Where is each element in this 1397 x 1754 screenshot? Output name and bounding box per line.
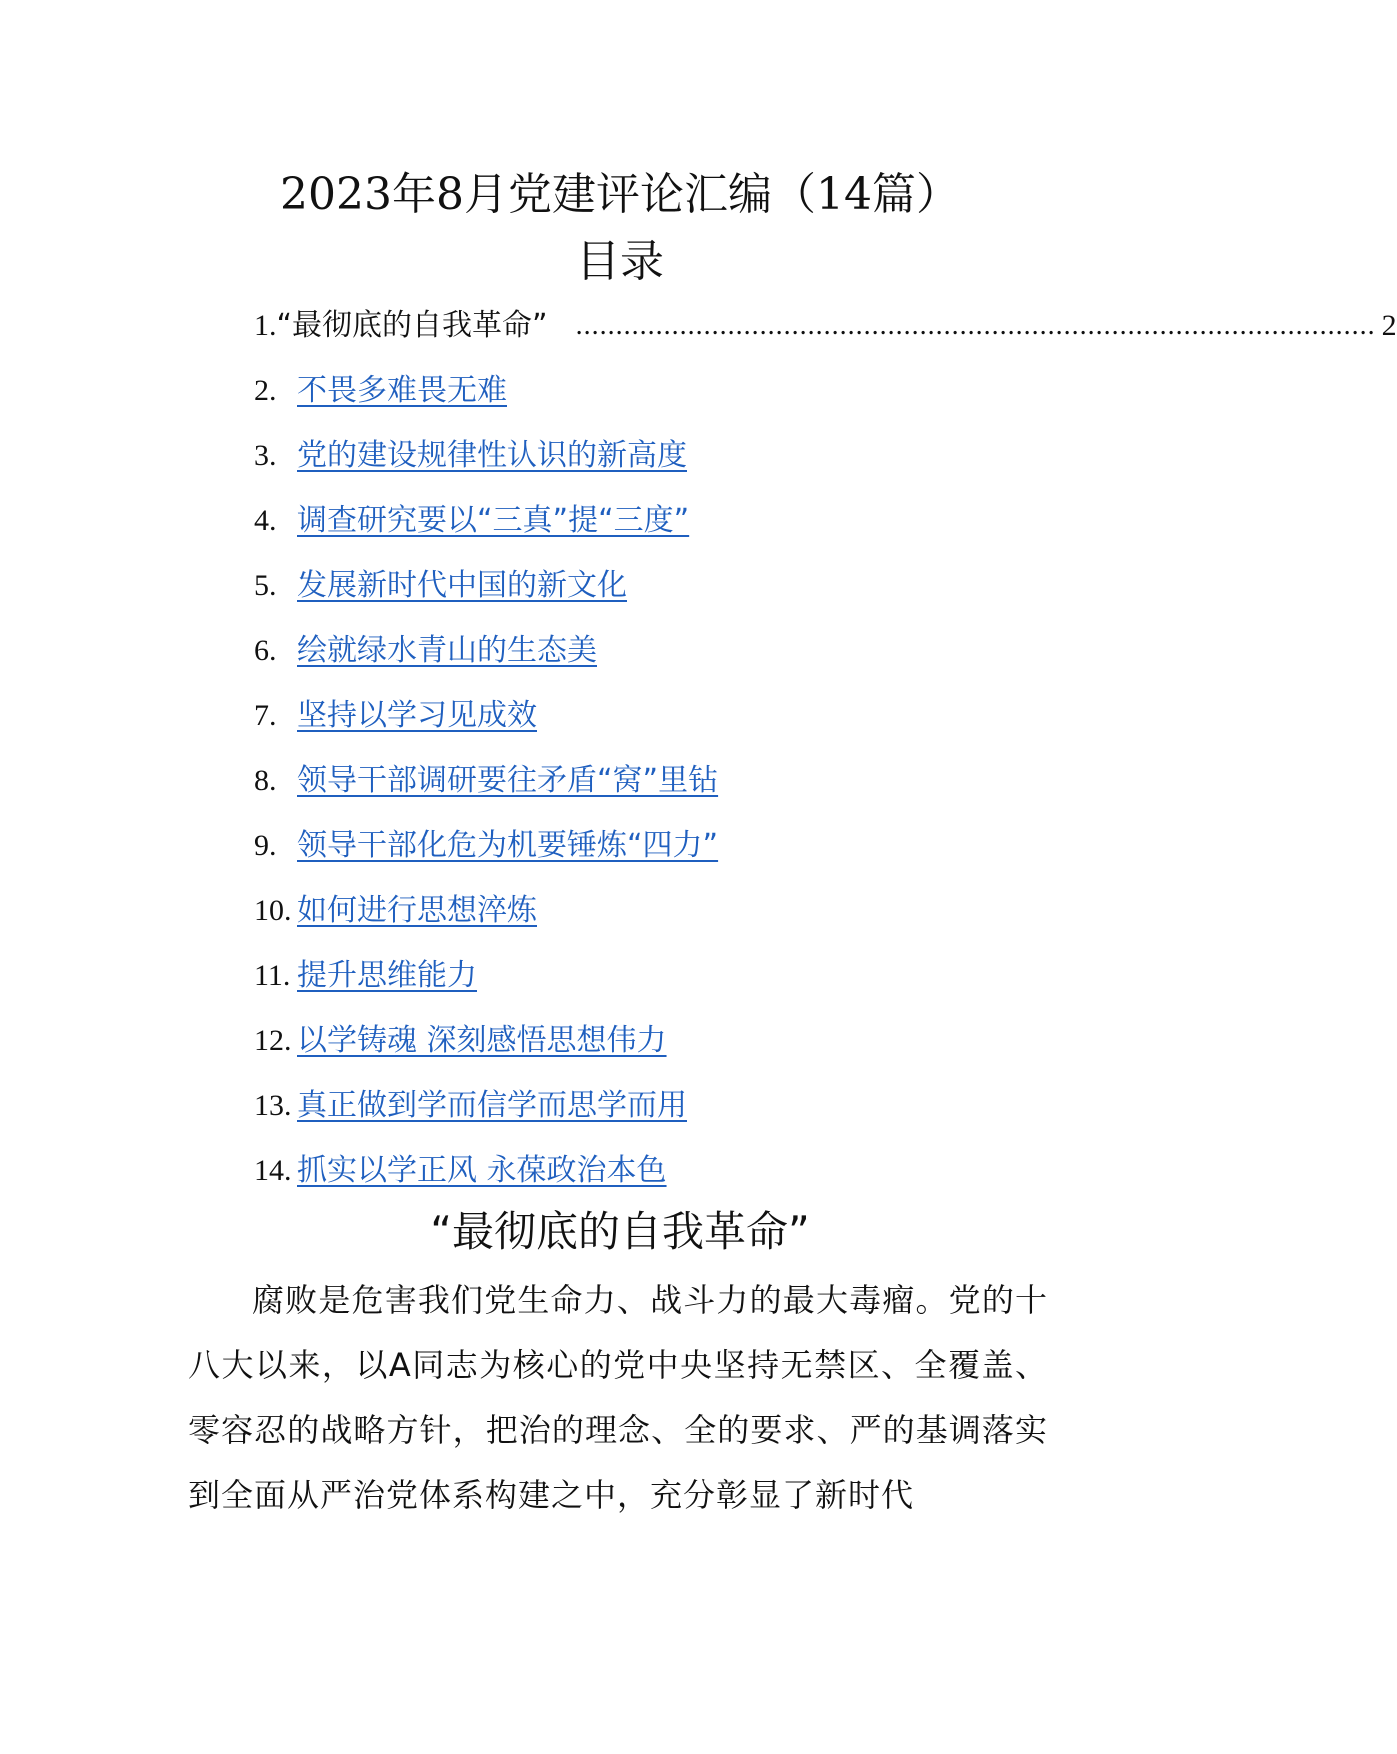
toc-item[interactable] [254, 629, 1054, 694]
toc-link[interactable]: 绘就绿水青山的生态美 [297, 633, 597, 668]
toc-page-number: 2 [1381, 309, 1397, 342]
toc-item[interactable] [254, 954, 1054, 1019]
toc-link[interactable]: 领导干部化危为机要锤炼“四力” [297, 828, 719, 863]
toc-item-number: 11. [254, 959, 291, 992]
table-of-contents [254, 304, 1397, 1214]
toc-item-number: 10. [254, 894, 292, 927]
toc-item[interactable] [254, 499, 1054, 564]
toc-link[interactable]: 如何进行思想淬炼 [297, 893, 537, 928]
toc-item-number: 8. [254, 764, 277, 797]
toc-item[interactable] [254, 434, 1054, 499]
toc-item-number: 12. [254, 1024, 292, 1057]
toc-link[interactable]: 调查研究要以“三真”提“三度” [297, 503, 690, 538]
toc-item[interactable] [254, 369, 1054, 434]
toc-heading: 目录 [576, 236, 664, 287]
toc-item[interactable] [254, 889, 1054, 954]
toc-item[interactable] [254, 1084, 1054, 1149]
toc-item-number: 3. [254, 439, 277, 472]
toc-link[interactable]: 发展新时代中国的新文化 [297, 568, 627, 603]
toc-item-number: 5. [254, 569, 277, 602]
document-title: 2023年8月党建评论汇编（14篇） [280, 169, 960, 220]
toc-link[interactable]: 提升思维能力 [297, 958, 477, 993]
toc-link[interactable]: 以学铸魂 深刻感悟思想伟力 [297, 1023, 667, 1058]
toc-link[interactable]: 坚持以学习见成效 [297, 698, 537, 733]
toc-item-number: 6. [254, 634, 277, 667]
toc-item-number: 9. [254, 829, 277, 862]
toc-link[interactable]: 抓实以学正风 永葆政治本色 [297, 1153, 667, 1188]
toc-item-number: 1. [254, 309, 277, 342]
toc-link[interactable]: 党的建设规律性认识的新高度 [297, 438, 687, 473]
toc-item-number: 13. [254, 1089, 292, 1122]
article-title: “最彻底的自我革命” [430, 1207, 810, 1256]
toc-item[interactable] [254, 564, 1054, 629]
toc-item[interactable] [254, 304, 1397, 369]
toc-item[interactable] [254, 1019, 1054, 1084]
article-body: 腐败是危害我们党生命力、战斗力的最大毒瘤。党的十八大以来，以A同志为核心的党中央坚持无禁区、全覆盖、零容忍的战略方针，把治的理念、全的要求、严的基调落实到全面从严治党体系构建之中，充分彰显了新时代 [188, 1281, 1048, 1514]
toc-item[interactable] [254, 759, 1054, 824]
toc-item[interactable] [254, 824, 1054, 889]
toc-item[interactable] [254, 694, 1054, 759]
toc-link[interactable]: 不畏多难畏无难 [297, 373, 507, 408]
toc-link[interactable]: 真正做到学而信学而思学而用 [297, 1088, 687, 1123]
toc-item-number: 7. [254, 699, 277, 732]
toc-dot-leader: .................................................................................................... [575, 310, 1376, 341]
toc-item-title[interactable]: “最彻底的自我革命” [276, 308, 548, 343]
toc-item-number: 4. [254, 504, 277, 537]
toc-link[interactable]: 领导干部调研要往矛盾“窝”里钻 [297, 763, 719, 798]
toc-item-number: 2. [254, 374, 277, 407]
toc-item-number: 14. [254, 1154, 292, 1187]
